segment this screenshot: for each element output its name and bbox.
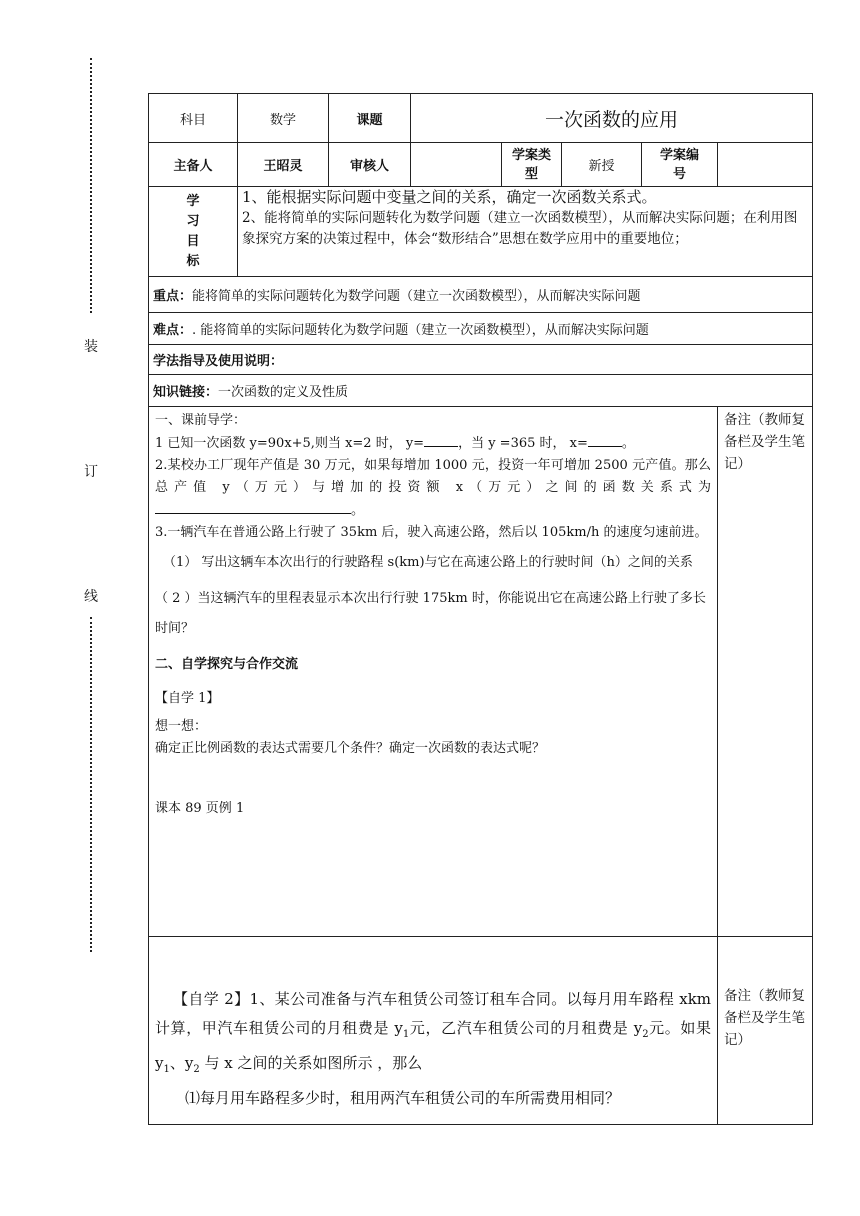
key-point-label: 重点： xyxy=(153,289,193,304)
objectives-text xyxy=(238,187,813,277)
binding-char-zhuang: 装 xyxy=(84,339,98,355)
knowledge-link-text: 一次函数的定义及性质 xyxy=(218,385,349,400)
question-2: 2.某校办工厂现年产值是 30 万元，如果每增加 1000 元，投资一年可增加 2500 元产值。那么总产值 y（万元）与增加的投资额 x（万元）之间的函数关系式为。 xyxy=(155,458,711,518)
question-1: 1 已知一次函数 y=90x+5,则当 x=2 时， y= ，当 y =365 时， x= 。 xyxy=(155,432,711,455)
notes-column-1: 备注（教师复备栏及学生笔记） xyxy=(718,407,813,937)
method-guide-row xyxy=(149,345,813,375)
difficulty-text: . 能将简单的实际问题转化为数学问题（建立一次函数模型），从而解决实际问题 xyxy=(192,323,649,338)
key-point-row xyxy=(149,277,813,313)
subject-value: 数学 xyxy=(238,94,329,143)
topic-value: 一次函数的应用 xyxy=(411,94,813,143)
method-guide-label: 学法指导及使用说明： xyxy=(149,345,813,375)
objective-1: 1、能根据实际问题中变量之间的关系，确定一次函数关系式。 xyxy=(242,188,657,206)
section2-heading: 二、自学探究与合作交流 xyxy=(155,657,299,672)
zixue1-tag: 【自学 1】 xyxy=(155,691,220,706)
objectives-label-char: 目 xyxy=(186,233,200,249)
knowledge-link-label: 知识链接： xyxy=(153,385,219,400)
think-question: 确定正比例函数的表达式需要几个条件？确定一次函数的表达式呢？ xyxy=(155,741,546,756)
objective-2: 2、能将简单的实际问题转化为数学问题（建立一次函数模型），从而解决实际问题；在利用图象探究方案的决策过程中，体会“数形结合”思想在数学应用中的重要地位； xyxy=(242,210,798,247)
type-value: 新授 xyxy=(562,143,642,187)
preparer-value: 王昭灵 xyxy=(238,143,329,187)
binding-dotted-line-bottom xyxy=(90,617,92,952)
knowledge-link-row xyxy=(149,375,813,407)
section1-heading: 一、课前导学： xyxy=(155,413,247,428)
header-row-2 xyxy=(149,143,813,187)
key-point xyxy=(149,277,813,313)
key-point-text: 能将简单的实际问题转化为数学问题（建立一次函数模型），从而解决实际问题 xyxy=(192,289,641,304)
code-value xyxy=(718,143,813,187)
subject-label: 科目 xyxy=(149,94,238,143)
zixue2-question-1: ⑴每月用车路程多少时，租用两汽车租赁公司的车所需费用相同？ xyxy=(185,1089,621,1107)
think-label: 想一想： xyxy=(155,719,208,734)
content-row-1 xyxy=(149,407,813,937)
notes-column-2: 备注（教师复备栏及学生笔记） xyxy=(718,937,813,1125)
answer-blank[interactable] xyxy=(588,432,622,447)
preparer-label: 主备人 xyxy=(149,143,238,187)
binding-char-ding: 订 xyxy=(84,464,98,480)
binding-dotted-line-top xyxy=(90,58,92,313)
answer-blank[interactable] xyxy=(424,432,458,447)
reviewer-label: 审核人 xyxy=(329,143,411,187)
question-3-1: （1） 写出这辆车本次出行的行驶路程 s(km)与它在高速公路上的行驶时间（h）之间的关系 xyxy=(163,555,693,570)
objectives-label-char: 学 xyxy=(186,193,200,209)
type-label: 学案类型 xyxy=(502,143,562,187)
objectives-label-char: 习 xyxy=(186,213,200,229)
worksheet-table xyxy=(148,93,813,1125)
textbook-example: 课本 89 页例 1 xyxy=(155,801,245,816)
objectives-label-char: 标 xyxy=(186,253,200,269)
difficulty-row xyxy=(149,313,813,345)
knowledge-link xyxy=(149,375,813,407)
content-row-2 xyxy=(149,937,813,1125)
difficulty xyxy=(149,313,813,345)
reviewer-value xyxy=(411,143,502,187)
zixue2-paragraph: 【自学 2】1、某公司准备与汽车租赁公司签订租车合同。以每月用车路程 xkm 计算，甲汽车租赁公司的月租费是 $y_1$元，乙汽车租赁公司的月租费是 $y_2$元。如果 $y_1$、$y_2$ 与 x 之间的关系如图所示 ，那么 xyxy=(155,990,712,1075)
topic-label: 课题 xyxy=(329,94,411,143)
objectives-label xyxy=(149,187,238,277)
zixue2-tag: 【自学 2】 xyxy=(173,990,250,1008)
binding-char-xian: 线 xyxy=(84,589,98,605)
code-label: 学案编号 xyxy=(642,143,718,187)
question-3-2: （ 2 ）当这辆汽车的里程表显示本次出行行驶 175km 时，你能说出它在高速公路上行驶了多长时间？ xyxy=(155,591,706,636)
header-row-1 xyxy=(149,94,813,143)
difficulty-label: 难点： xyxy=(153,323,193,338)
content-section-2 xyxy=(149,937,718,1125)
content-section-1 xyxy=(149,407,718,937)
objectives-row xyxy=(149,187,813,277)
answer-blank[interactable] xyxy=(155,499,351,514)
question-3: 3.一辆汽车在普通公路上行驶了 35km 后，驶入高速公路，然后以 105km/h 的速度匀速前进。 xyxy=(155,525,708,540)
